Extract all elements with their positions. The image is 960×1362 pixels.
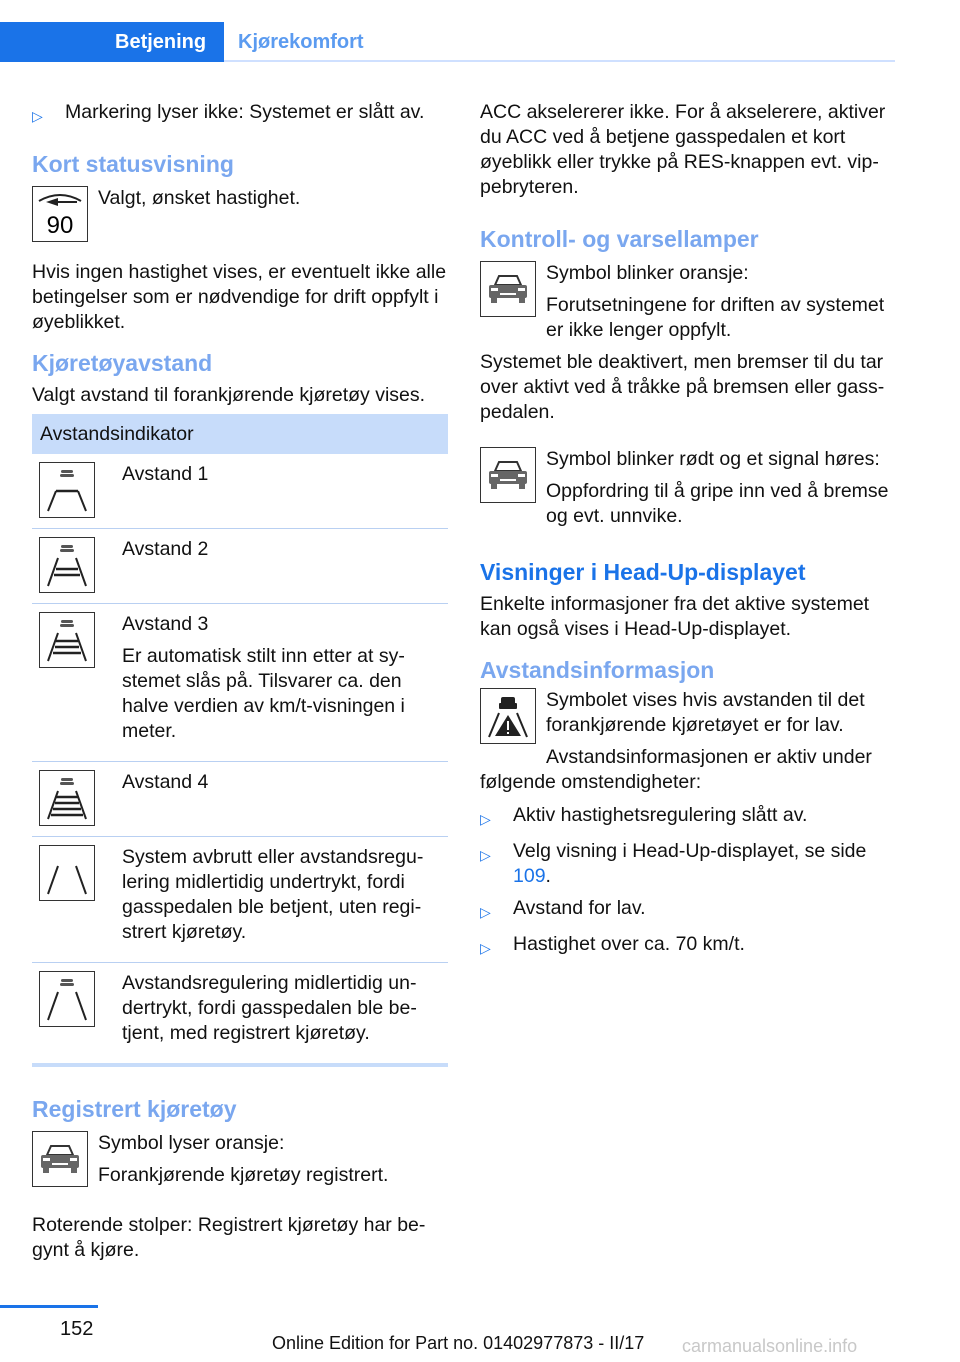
speed-display-row: [32, 186, 448, 242]
list-item-text: Aktiv hastighetsregulering slått av.: [513, 804, 808, 826]
table-row-text: Avstandsregulering midlertidig undertrykt, fordi gasspedalen ble betjent, med registrert kjøretøy.: [122, 972, 417, 1044]
lanes-empty-icon: [39, 845, 95, 901]
paragraph-enkelte: Enkelte informasjoner fra det aktive systemet kan også vises i Head-Up-displayet.: [480, 593, 870, 640]
table-row: [32, 963, 448, 1066]
left-column: [32, 100, 448, 1263]
paragraph-valgt: Valgt avstand til forankjørende kjøretøy vises.: [32, 384, 426, 406]
car-front-icon: [32, 1131, 88, 1187]
edition-text: Online Edition for Part no. 01402977873 - II/17: [272, 1333, 645, 1353]
warning-lamp-red-row: [480, 447, 900, 536]
heading-kjoretoyavstand: Kjøretøyavstand: [32, 350, 213, 376]
list-item: [480, 839, 900, 889]
table-header: Avstandsindikator: [32, 414, 448, 454]
speed-value: 90: [46, 212, 74, 239]
list-item: [480, 803, 900, 832]
registered-vehicle-row: [32, 1131, 448, 1195]
list-item: [32, 100, 448, 129]
header-tabbar: [0, 22, 895, 62]
footer-rule: [0, 1305, 98, 1308]
table-row-text: Avstand 3: [122, 613, 209, 635]
distance-3-icon: [39, 612, 95, 668]
warning-lamp-orange-row: [480, 261, 900, 350]
list-item-text-main: Velg visning i Head-Up-displayet, se side: [513, 840, 867, 862]
paragraph-acc: ACC akselererer ikke. For å akselerere, aktiver du ACC ved å betjene gasspedalen et kort øyeblikk eller trykke på RES-knappen evt. vippebryteren.: [480, 101, 886, 198]
bullet-triangle-icon: ▷: [480, 847, 491, 863]
bullet-triangle-icon: ▷: [32, 108, 43, 124]
distance-4-icon: [39, 770, 95, 826]
speed-display-text: Valgt, ønsket hastighet.: [98, 187, 301, 209]
distance-info-row: [480, 688, 900, 745]
table-row: [32, 762, 448, 837]
list-item-text: Avstand for lav.: [513, 897, 646, 919]
heading-kort-statusvisning: Kort statusvisning: [32, 151, 234, 177]
heading-kontroll-varsellamper: Kontroll- og varsellamper: [480, 226, 759, 252]
page-reference-suffix: .: [545, 865, 551, 887]
bullet-triangle-icon: ▷: [480, 904, 491, 920]
table-row: [32, 529, 448, 604]
table-row-text: Avstand 4: [122, 771, 209, 793]
lanes-car-icon: [39, 971, 95, 1027]
lamp-orange-text-1: Symbol blinker oransje:: [546, 262, 749, 284]
registered-text-2: Forankjørende kjøretøy registrert.: [98, 1164, 389, 1186]
list-item-text: Hastighet over ca. 70 km/t.: [513, 933, 745, 955]
table-row-subtext: Er automatisk stilt inn etter at systemet slås på. Tilsvarer ca. den halve verdien av km/t-visningen i meter.: [122, 645, 405, 742]
page-reference-link[interactable]: 109: [513, 865, 546, 887]
table-row: [32, 837, 448, 963]
distance-1-icon: [39, 462, 95, 518]
table-row: [32, 454, 448, 529]
tab-kjorekomfort[interactable]: Kjørekomfort: [238, 31, 364, 53]
paragraph-roterende: Roterende stolper: Registrert kjøretøy har begynt å kjøre.: [32, 1214, 426, 1261]
paragraph-hvis: Hvis ingen hastighet vises, er eventuelt ikke alle betingelser som er nødvendige for drift oppfylt i øyeblikket.: [32, 261, 447, 333]
distance-info-text-2: Avstandsinformasjonen er aktiv under følgende omstendigheter:: [480, 746, 872, 793]
lamp-orange-text-2: Forutsetningene for driften av systemet er ikke lenger oppfylt.: [546, 294, 885, 341]
table-row-text: Avstand 2: [122, 538, 209, 560]
page-number: 152: [60, 1318, 94, 1340]
list-item-text: [513, 839, 900, 889]
distance-2-icon: [39, 537, 95, 593]
right-column: [480, 100, 900, 968]
table-row-text: Avstand 1: [122, 463, 209, 485]
car-front-icon: [480, 447, 536, 503]
lamp-red-text-2: Oppfordring til å gripe inn ved å bremse og evt. unnvike.: [546, 480, 889, 527]
distance-warning-icon: [480, 688, 536, 744]
lamp-red-text-1: Symbol blinker rødt og et signal høres:: [546, 448, 880, 470]
car-front-icon: [480, 261, 536, 317]
bullet-triangle-icon: ▷: [480, 811, 491, 827]
table-row: [32, 604, 448, 762]
heading-registrert-kjoretoy: Registrert kjøretøy: [32, 1096, 237, 1122]
registered-text-1: Symbol lyser oransje:: [98, 1132, 285, 1154]
list-item: [480, 932, 900, 961]
heading-visninger-hud: Visninger i Head-Up-displayet: [480, 559, 806, 585]
paragraph-systemet: Systemet ble deaktivert, men bremser til du tar over aktivt ved å tråkke på bremsen eller gasspedalen.: [480, 351, 885, 423]
tab-betjening[interactable]: Betjening: [0, 22, 224, 62]
watermark-text: carmanualsonline.info: [682, 1336, 858, 1356]
bullet-triangle-icon: ▷: [480, 940, 491, 956]
list-item-text: Markering lyser ikke: Systemet er slått av.: [65, 101, 425, 123]
table-row-text: System avbrutt eller avstandsregulering midlertidig undertrykt, fordi gasspedalen ble betjent, uten registrert kjøretøy.: [122, 846, 424, 943]
speed-display-icon: [32, 186, 88, 242]
list-item: [480, 896, 900, 925]
distance-indicator-table: [32, 414, 448, 1067]
distance-info-text-1: Symbolet vises hvis avstanden til det forankjørende kjøretøyet er for lav.: [546, 689, 865, 736]
heading-avstandsinformasjon: Avstandsinformasjon: [480, 657, 715, 683]
